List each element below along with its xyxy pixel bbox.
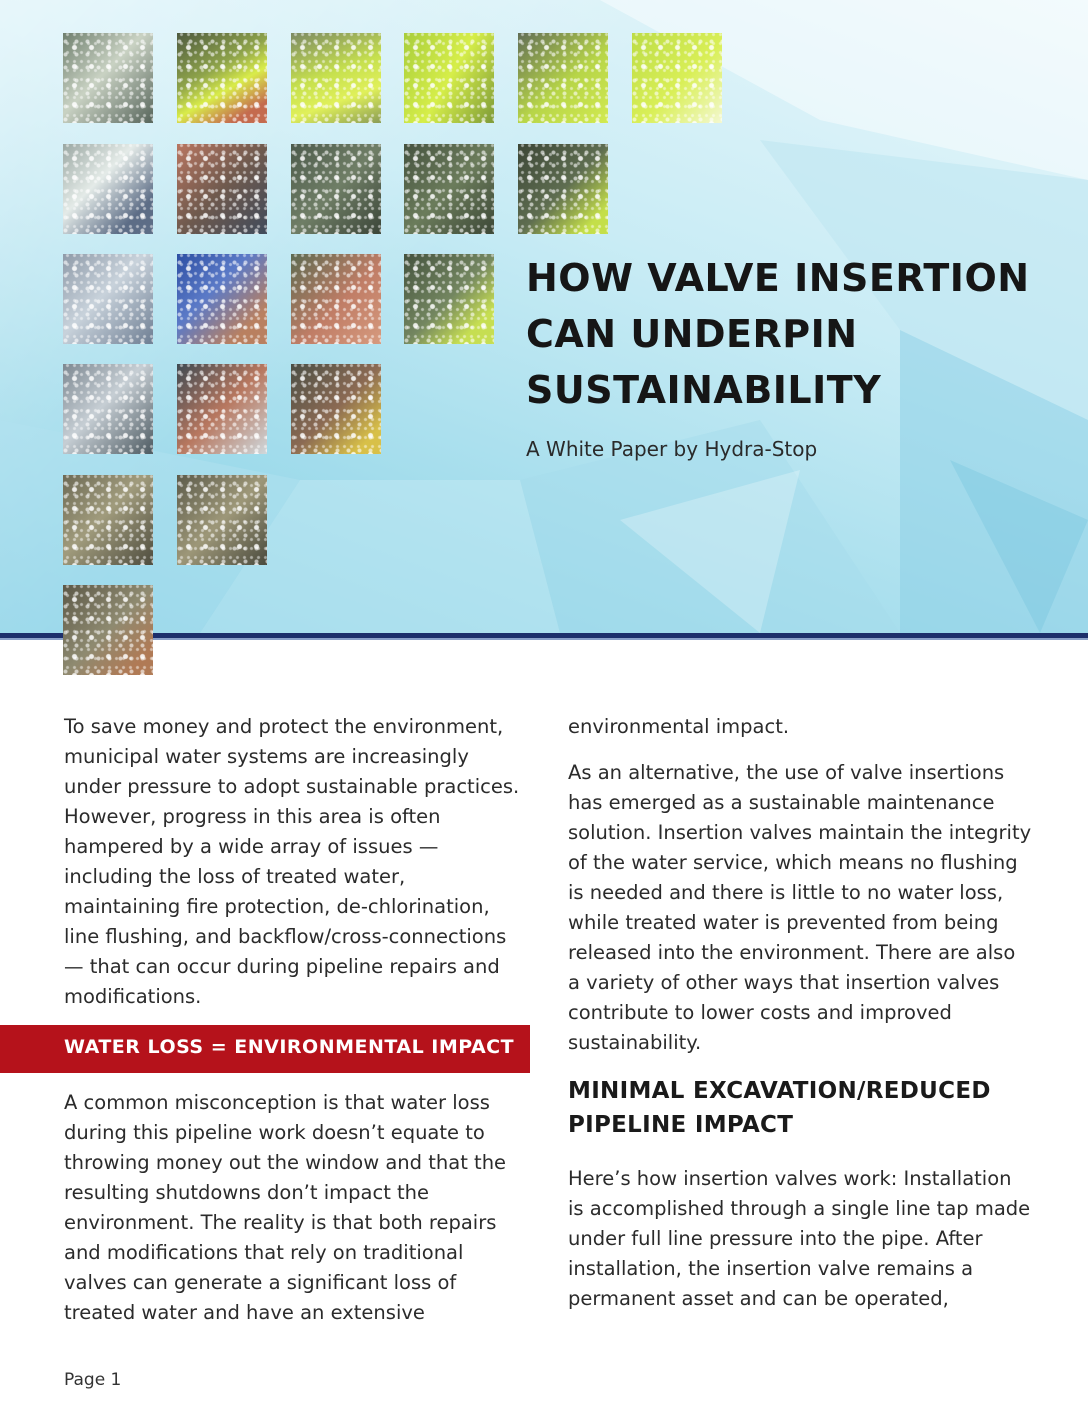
photo-tile: [63, 254, 153, 344]
photo-tile: [291, 364, 381, 454]
photo-tile: [177, 144, 267, 234]
left-column-lower: [64, 1088, 524, 1328]
photo-tile: [404, 144, 494, 234]
hero-divider-thin: [0, 638, 1088, 640]
photo-tile: [63, 33, 153, 123]
section-heading-band: [0, 1025, 530, 1073]
photo-tile: [291, 254, 381, 344]
page-number: Page 1: [64, 1370, 122, 1390]
document-subtitle: A White Paper by Hydra-Stop: [526, 437, 818, 461]
left-column: [64, 712, 524, 1028]
photo-tile: [177, 33, 267, 123]
intro-paragraph: To save money and protect the environment, municipal water systems are increasingly under pressure to adopt sustainable practices. However, progress in this area is often hampered by a wide array of issues — including the loss of treated water, maintaining fire protection, de-chlorination, line flushing, and backflow/cross-connections — that can occur during pipeline repairs and modifications.: [64, 715, 520, 1008]
photo-tile: [177, 364, 267, 454]
section-heading: WATER LOSS = ENVIRONMENTAL IMPACT: [64, 1036, 515, 1058]
photo-tile: [404, 254, 494, 344]
body-paragraph: Here’s how insertion valves work: Installation is accomplished through a single line tap made under full line pressure into the pipe. After installation, the insertion valve remains a permanent asset and can be operated,: [568, 1167, 1031, 1310]
photo-tile: [63, 144, 153, 234]
photo-tile: [63, 364, 153, 454]
photo-tile: [632, 33, 722, 123]
photo-tile: [518, 144, 608, 234]
photo-tile: [63, 475, 153, 565]
body-paragraph: A common misconception is that water loss during this pipeline work doesn’t equate to throwing money out the window and that the resulting shutdowns don’t impact the environment. The reality is that both repairs and modifications that rely on traditional valves can generate a significant loss of treated water and have an extensive: [64, 1091, 507, 1324]
photo-tile: [518, 33, 608, 123]
photo-tile: [291, 144, 381, 234]
right-column: [568, 712, 1033, 1330]
photo-tile: [291, 33, 381, 123]
photo-tile: [177, 475, 267, 565]
photo-tile: [177, 254, 267, 344]
section-heading: MINIMAL EXCAVATION/REDUCED PIPELINE IMPACT: [568, 1078, 991, 1138]
photo-tile: [63, 585, 153, 675]
body-paragraph: As an alternative, the use of valve insertions has emerged as a sustainable maintenance solution. Insertion valves maintain the integrity of the water service, which means no flushing is needed and there is little to no water loss, while treated water is prevented from being released into the environment. There are also a variety of other ways that insertion valves contribute to lower costs and improved sustainability.: [568, 761, 1032, 1054]
hero-banner: [0, 0, 1088, 633]
photo-tile: [404, 33, 494, 123]
body-paragraph-continued: environmental impact.: [568, 715, 790, 738]
document-title: HOW VALVE INSERTION CAN UNDERPIN SUSTAINABILITY: [526, 256, 1030, 412]
